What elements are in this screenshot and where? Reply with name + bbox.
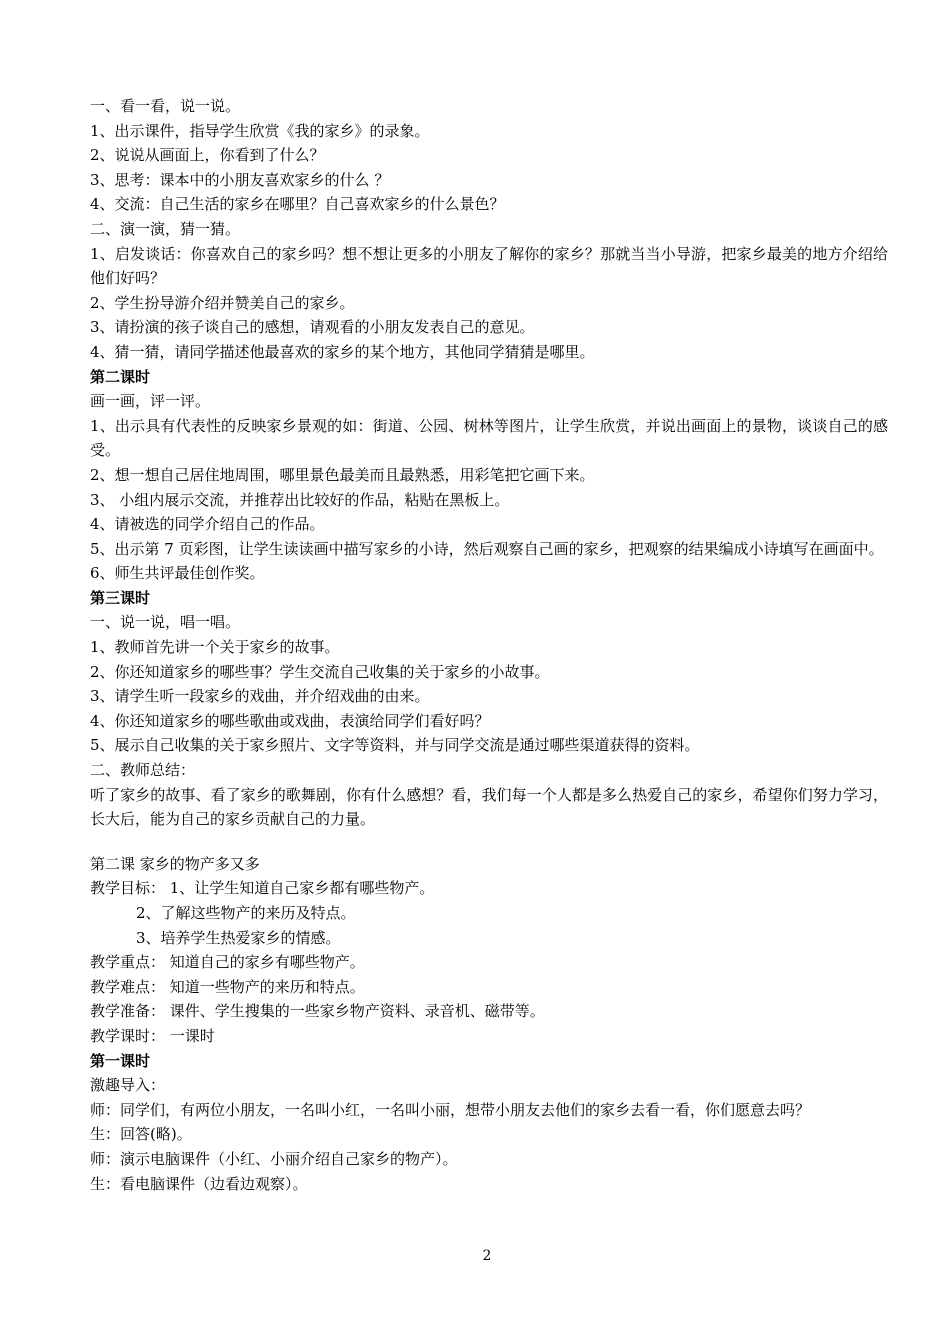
lesson-heading: 第二课时 [90, 367, 151, 386]
spacer [90, 832, 888, 852]
lesson-heading: 第三课时 [90, 588, 151, 607]
paragraph: 1、教师首先讲一个关于家乡的故事。 [90, 638, 340, 657]
paragraph: 3、请扮演的孩子谈自己的感想，请观看的小朋友发表自己的意见。 [90, 318, 535, 337]
paragraph: 2、学生扮导游介绍并赞美自己的家乡。 [90, 293, 355, 312]
teaching-goal: 2、了解这些物产的来历及特点。 [136, 904, 356, 922]
paragraph: 听了家乡的故事、看了家乡的歌舞剧，你有什么感想？看，我们每一个人都是多么热爱自己的家乡，希望你们努力学习，长大后，能为自己的家乡贡献自己的力量。 [90, 785, 888, 829]
paragraph: 4、猜一猜，请同学描述他最喜欢的家乡的某个地方，其他同学猜猜是哪里。 [90, 342, 595, 361]
paragraph: 2、想一想自己居住地周围，哪里景色最美而且最熟悉，用彩笔把它画下来。 [90, 465, 595, 484]
paragraph: 3、思考：课本中的小朋友喜欢家乡的什么 ？ [90, 170, 390, 189]
paragraph: 1、启发谈话：你喜欢自己的家乡吗？想不想让更多的小朋友了解你的家乡？那就当当小导游，把家乡最美的地方介绍给他们好吗？ [90, 244, 888, 288]
paragraph: 1、出示具有代表性的反映家乡景观的如：街道、公园、树林等图片，让学生欣赏，并说出画面上的景物，谈谈自己的感受。 [90, 416, 888, 460]
paragraph: 5、出示第 7 页彩图，让学生读读画中描写家乡的小诗，然后观察自己画的家乡，把观察的结果编成小诗填写在画面中。 [90, 539, 884, 558]
paragraph: 3、 小组内展示交流，并推荐出比较好的作品，粘贴在黑板上。 [90, 490, 510, 509]
dialogue-line: 生：看电脑课件（边看边观察）。 [90, 1174, 308, 1193]
lesson-heading: 第一课时 [90, 1051, 151, 1070]
teaching-goal: 3、培养学生热爱家乡的情感。 [136, 928, 341, 947]
paragraph: 2、你还知道家乡的哪些事？学生交流自己收集的关于家乡的小故事。 [90, 662, 550, 681]
paragraph: 6、师生共评最佳创作奖。 [90, 564, 265, 583]
section-heading: 激趣导入： [90, 1076, 166, 1095]
dialogue-line: 师：同学们，有两位小朋友，一名叫小红，一名叫小丽，想带小朋友去他们的家乡去看一看，你们愿意去吗？ [90, 1100, 811, 1119]
teaching-preparation: 教学准备： 课件、学生搜集的一些家乡物产资料、录音机、磁带等。 [90, 1002, 545, 1021]
section-heading: 二、演一演，猜一猜。 [90, 219, 241, 238]
teaching-hours: 教学课时： 一课时 [90, 1026, 215, 1045]
chapter-title: 第二课 家乡的物产多又多 [90, 854, 260, 873]
paragraph: 1、出示课件，指导学生欣赏《我的家乡》的录象。 [90, 121, 430, 140]
paragraph: 2、说说从画面上，你看到了什么？ [90, 146, 325, 165]
paragraph: 4、请被选的同学介绍自己的作品。 [90, 515, 325, 534]
document-body [90, 94, 888, 1196]
paragraph: 4、交流：自己生活的家乡在哪里？自己喜欢家乡的什么景色？ [90, 195, 505, 214]
teaching-difficulty: 教学难点： 知道一些物产的来历和特点。 [90, 977, 365, 996]
section-heading: 一、说一说，唱一唱。 [90, 613, 241, 632]
page-number: 2 [482, 1248, 492, 1264]
paragraph: 4、你还知道家乡的哪些歌曲或戏曲，表演给同学们看好吗？ [90, 711, 490, 730]
dialogue-line: 师：演示电脑课件（小红、小丽介绍自己家乡的物产）。 [90, 1149, 458, 1168]
paragraph: 3、请学生听一段家乡的戏曲，并介绍戏曲的由来。 [90, 687, 430, 706]
section-heading: 二、教师总结： [90, 761, 196, 780]
teaching-focus: 教学重点： 知道自己的家乡有哪些物产。 [90, 953, 365, 972]
section-heading: 画一画，评一评。 [90, 392, 211, 411]
teaching-goal: 教学目标： 1、让学生知道自己家乡都有哪些物产。 [90, 879, 435, 898]
section-heading: 一、看一看，说一说。 [90, 97, 241, 115]
dialogue-line: 生：回答(略)。 [90, 1125, 192, 1144]
paragraph: 5、展示自己收集的关于家乡照片、文字等资料，并与同学交流是通过哪些渠道获得的资料。 [90, 736, 700, 755]
